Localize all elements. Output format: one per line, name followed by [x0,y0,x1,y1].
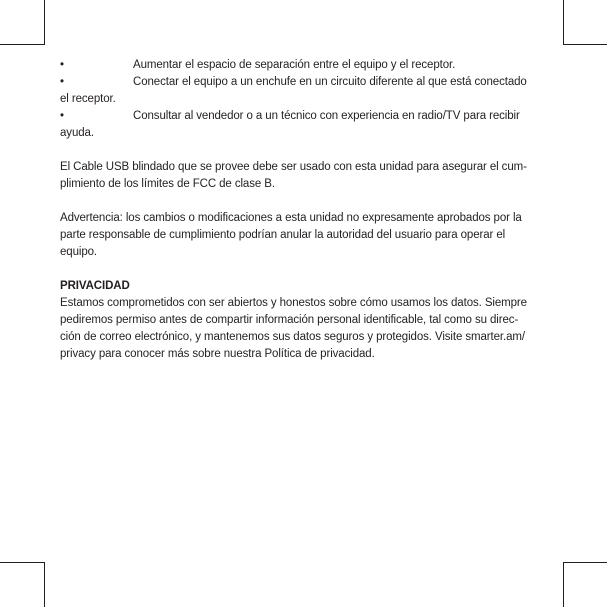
bullet-text-continuation: ayuda. [60,127,94,139]
paragraph-line: ción de correo electrónico, y mantenemos sus datos seguros y protegidos. Visite smarter.am/ [60,331,525,343]
document-page [60,57,550,363]
usb-cable-paragraph [60,159,550,193]
paragraph-line: Advertencia: los cambios o modificaciones a esta unidad no expresamente aprobados por la [60,212,522,224]
bullet-text: Aumentar el espacio de separación entre el equipo y el receptor. [133,59,456,71]
paragraph-line: privacy para conocer más sobre nuestra Política de privacidad. [60,348,375,360]
privacy-paragraph [60,295,550,363]
paragraph-line: El Cable USB blindado que se provee debe ser usado con esta unidad para asegurar el cum- [60,161,527,173]
paragraph-line: plimiento de los límites de FCC de clase B. [60,178,275,190]
warning-paragraph [60,210,550,261]
bullet-item-spacing [60,57,550,74]
crop-mark-bottom-right-vertical [563,562,564,607]
crop-mark-top-right-vertical [563,0,564,45]
privacy-heading: PRIVACIDAD [60,280,130,292]
crop-mark-bottom-right-horizontal [563,562,607,563]
crop-mark-top-right-horizontal [563,44,607,45]
paragraph-line: equipo. [60,246,98,258]
crop-mark-top-left-vertical [44,0,45,45]
paragraph-line: parte responsable de cumplimiento podrían anular la autoridad del usuario para operar el [60,229,506,241]
bullet-symbol: • [60,110,64,122]
bullet-item-outlet [60,74,550,108]
bullet-symbol: • [60,59,64,71]
crop-mark-bottom-left-horizontal [0,562,44,563]
bullet-text-continuation: el receptor. [60,93,116,105]
bullet-symbol: • [60,76,64,88]
crop-mark-bottom-left-vertical [44,562,45,607]
bullet-text: Consultar al vendedor o a un técnico con experiencia en radio/TV para recibir [133,110,520,122]
paragraph-line: Estamos comprometidos con ser abiertos y honestos sobre cómo usamos los datos. Siempre [60,297,527,309]
crop-mark-top-left-horizontal [0,44,44,45]
bullet-text: Conectar el equipo a un enchufe en un circuito diferente al que está conectado [133,76,527,88]
paragraph-line: pediremos permiso antes de compartir información personal identificable, tal como su direc- [60,314,519,326]
bullet-item-consult [60,108,550,142]
